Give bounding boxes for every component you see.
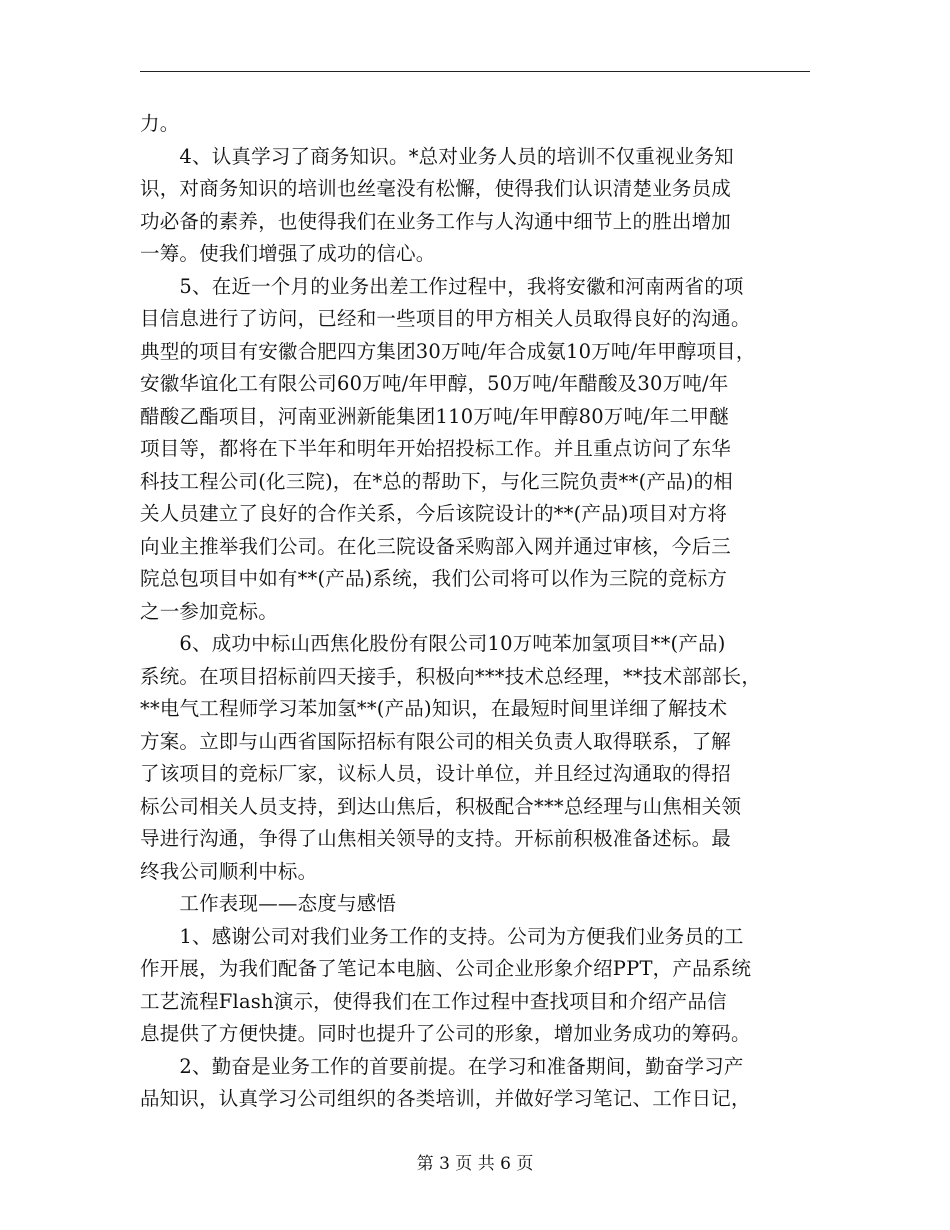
text-line: 方案。立即与山西省国际招标有限公司的相关负责人取得联系，了解 [140,729,732,753]
header-rule [140,71,810,72]
text-line: **电气工程师学习苯加氢**(产品)知识，在最短时间里详细了解技术 [140,697,728,720]
text-line: 6、成功中标山西焦化股份有限公司10万吨苯加氢项目**(产品) [140,632,726,655]
text-line: 5、在近一个月的业务出差工作过程中，我将安徽和河南两省的项 [140,274,744,298]
text-line: 一筹。使我们增强了成功的信心。 [140,242,436,265]
text-line: 了该项目的竞标厂家，议标人员，设计单位，并且经过沟通取的得招 [140,762,732,785]
text-line: 1、感谢公司对我们业务工作的支持。公司为方便我们业务员的工 [140,924,744,948]
page-footer: 第 3 页 共 6 页 [416,1154,534,1174]
text-line: 典型的项目有安徽合肥四方集团30万吨/年合成氨10万吨/年甲醇项目， [140,339,756,363]
text-line: 系统。在项目招标前四天接手，积极向***技术总经理，**技术部部长， [140,664,762,688]
text-line: 4、认真学习了商务知识。*总对业务人员的培训不仅重视业务知 [140,144,734,168]
text-line: 力。 [140,112,180,135]
text-line: 识，对商务知识的培训也丝毫没有松懈，使得我们认识清楚业务员成 [140,177,732,200]
text-line: 院总包项目中如有**(产品)系统，我们公司将可以作为三院的竞标方 [140,567,728,590]
text-line: 终我公司顺利中标。 [140,859,318,883]
text-line: 品知识，认真学习公司组织的各类培训，并做好学习笔记、工作日记， [140,1087,751,1110]
text-line: 之一参加竞标。 [140,599,278,623]
text-line: 功必备的素养，也使得我们在业务工作与人沟通中细节上的胜出增加 [140,209,732,233]
text-line: 导进行沟通，争得了山焦相关领导的支持。开标前积极准备述标。最 [140,827,732,850]
text-line: 息提供了方便快捷。同时也提升了公司的形象，增加业务成功的筹码。 [140,1022,751,1045]
text-line: 工艺流程Flash演示，使得我们在工作过程中查找项目和介绍产品信 [140,989,727,1013]
body-text [140,108,812,1116]
text-line: 向业主推举我们公司。在化三院设备采购部入网并通过审核，今后三 [140,534,732,558]
text-line: 目信息进行了访问，已经和一些项目的甲方相关人员取得良好的沟通。 [140,307,751,330]
text-line: 作开展，为我们配备了笔记本电脑、公司企业形象介绍PPT，产品系统 [140,957,752,980]
text-line: 2、勤奋是业务工作的首要前提。在学习和准备期间，勤奋学习产 [140,1054,744,1078]
text-line: 安徽华谊化工有限公司60万吨/年甲醇，50万吨/年醋酸及30万吨/年 [140,372,729,395]
text-line: 标公司相关人员支持，到达山焦后，积极配合***总经理与山焦相关领 [140,794,742,818]
text-line: 工作表现——态度与感悟 [140,892,397,915]
text-line: 关人员建立了良好的合作关系，今后该院设计的**(产品)项目对方将 [140,502,728,525]
text-line: 科技工程公司(化三院)，在*总的帮助下，与化三院负责**(产品)的相 [140,469,733,493]
text-line: 项目等，都将在下半年和明年开始招投标工作。并且重点访问了东华 [140,437,732,460]
text-line: 醋酸乙酯项目，河南亚洲新能集团110万吨/年甲醇80万吨/年二甲醚 [140,404,729,428]
